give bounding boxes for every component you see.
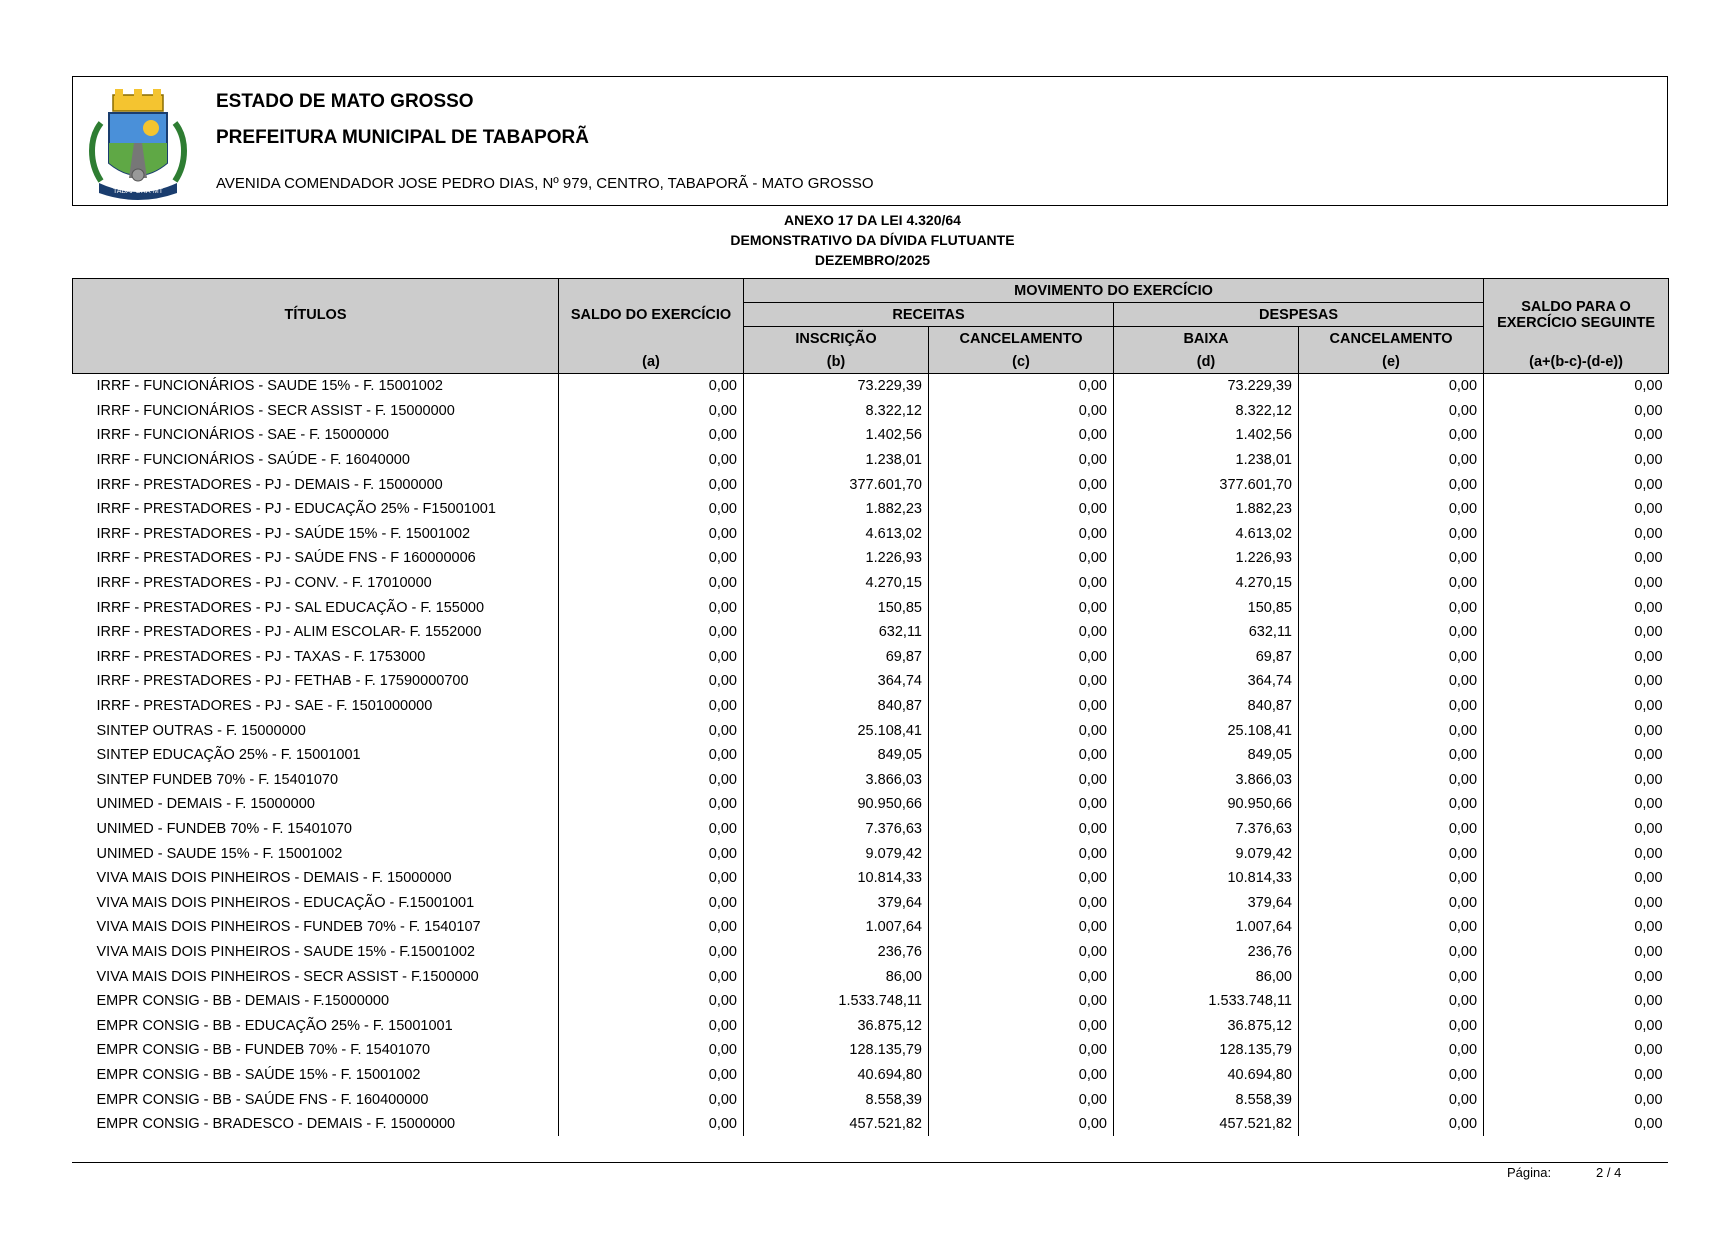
header-col-b: (b) (744, 350, 929, 374)
table-row (73, 546, 1669, 571)
cell-cancelamento-despesa: 0,00 (1299, 694, 1484, 719)
cell-cancelamento-despesa: 0,00 (1299, 399, 1484, 424)
cell-titulo: IRRF - FUNCIONÁRIOS - SAÚDE - F. 16040000 (73, 448, 559, 473)
cell-saldo-seguinte: 0,00 (1484, 866, 1669, 891)
cell-saldo-seguinte: 0,00 (1484, 694, 1669, 719)
table-row (73, 669, 1669, 694)
cell-inscricao: 128.135,79 (744, 1038, 929, 1063)
cell-cancelamento-receita: 0,00 (929, 841, 1114, 866)
report-law-title: ANEXO 17 DA LEI 4.320/64 (784, 212, 961, 228)
state-name: ESTADO DE MATO GROSSO (216, 91, 474, 112)
table-row (73, 472, 1669, 497)
cell-saldo-exercicio: 0,00 (559, 1112, 744, 1137)
cell-titulo: VIVA MAIS DOIS PINHEIROS - DEMAIS - F. 15000000 (73, 866, 559, 891)
cell-cancelamento-despesa: 0,00 (1299, 1038, 1484, 1063)
cell-inscricao: 377.601,70 (744, 472, 929, 497)
cell-titulo: EMPR CONSIG - BB - EDUCAÇÃO 25% - F. 15001001 (73, 1013, 559, 1038)
cell-titulo: SINTEP OUTRAS - F. 15000000 (73, 718, 559, 743)
cell-cancelamento-despesa: 0,00 (1299, 940, 1484, 965)
cell-saldo-seguinte: 0,00 (1484, 743, 1669, 768)
cell-titulo: IRRF - FUNCIONÁRIOS - SAUDE 15% - F. 15001002 (73, 374, 559, 399)
cell-cancelamento-despesa: 0,00 (1299, 423, 1484, 448)
header-col-d: (d) (1114, 350, 1299, 374)
cell-inscricao: 73.229,39 (744, 374, 929, 399)
cell-inscricao: 1.402,56 (744, 423, 929, 448)
cell-saldo-exercicio: 0,00 (559, 497, 744, 522)
cell-titulo: IRRF - PRESTADORES - PJ - FETHAB - F. 17590000700 (73, 669, 559, 694)
cell-inscricao: 840,87 (744, 694, 929, 719)
cell-cancelamento-despesa: 0,00 (1299, 472, 1484, 497)
cell-titulo: VIVA MAIS DOIS PINHEIROS - SECR ASSIST - F.1500000 (73, 964, 559, 989)
table-row (73, 817, 1669, 842)
cell-cancelamento-receita: 0,00 (929, 768, 1114, 793)
cell-cancelamento-despesa: 0,00 (1299, 571, 1484, 596)
cell-inscricao: 8.322,12 (744, 399, 929, 424)
document-header (72, 76, 1668, 206)
cell-baixa: 1.238,01 (1114, 448, 1299, 473)
table-row (73, 522, 1669, 547)
cell-saldo-seguinte: 0,00 (1484, 768, 1669, 793)
table-row (73, 915, 1669, 940)
cell-titulo: EMPR CONSIG - BB - SAÚDE FNS - F. 160400000 (73, 1087, 559, 1112)
header-inscricao: INSCRIÇÃO (744, 327, 929, 351)
cell-baixa: 40.694,80 (1114, 1063, 1299, 1088)
cell-baixa: 364,74 (1114, 669, 1299, 694)
cell-titulo: EMPR CONSIG - BB - SAÚDE 15% - F. 15001002 (73, 1063, 559, 1088)
cell-saldo-exercicio: 0,00 (559, 472, 744, 497)
cell-saldo-seguinte: 0,00 (1484, 374, 1669, 399)
cell-baixa: 90.950,66 (1114, 792, 1299, 817)
cell-saldo-exercicio: 0,00 (559, 792, 744, 817)
cell-inscricao: 1.226,93 (744, 546, 929, 571)
cell-saldo-exercicio: 0,00 (559, 1038, 744, 1063)
cell-saldo-seguinte: 0,00 (1484, 497, 1669, 522)
footer-divider (72, 1162, 1668, 1163)
cell-saldo-exercicio: 0,00 (559, 423, 744, 448)
cell-titulo: IRRF - FUNCIONÁRIOS - SECR ASSIST - F. 15000000 (73, 399, 559, 424)
prefecture-name: PREFEITURA MUNICIPAL DE TABAPORÃ (216, 127, 589, 148)
table-row (73, 743, 1669, 768)
cell-titulo: IRRF - PRESTADORES - PJ - SAL EDUCAÇÃO - F. 155000 (73, 595, 559, 620)
header-receitas: RECEITAS (744, 303, 1114, 327)
cell-saldo-exercicio: 0,00 (559, 1087, 744, 1112)
cell-inscricao: 40.694,80 (744, 1063, 929, 1088)
cell-saldo-seguinte: 0,00 (1484, 1112, 1669, 1137)
cell-cancelamento-despesa: 0,00 (1299, 841, 1484, 866)
cell-inscricao: 379,64 (744, 890, 929, 915)
cell-saldo-exercicio: 0,00 (559, 522, 744, 547)
cell-saldo-seguinte: 0,00 (1484, 718, 1669, 743)
cell-saldo-seguinte: 0,00 (1484, 669, 1669, 694)
cell-cancelamento-receita: 0,00 (929, 497, 1114, 522)
cell-baixa: 25.108,41 (1114, 718, 1299, 743)
cell-cancelamento-receita: 0,00 (929, 1112, 1114, 1137)
cell-cancelamento-despesa: 0,00 (1299, 1087, 1484, 1112)
header-cancelamento-c: CANCELAMENTO (929, 327, 1114, 351)
header-baixa: BAIXA (1114, 327, 1299, 351)
cell-cancelamento-receita: 0,00 (929, 571, 1114, 596)
cell-baixa: 4.270,15 (1114, 571, 1299, 596)
table-row (73, 1038, 1669, 1063)
table-row (73, 1063, 1669, 1088)
cell-saldo-seguinte: 0,00 (1484, 1087, 1669, 1112)
cell-saldo-seguinte: 0,00 (1484, 522, 1669, 547)
page-number: 2 / 4 (1596, 1165, 1622, 1180)
cell-baixa: 9.079,42 (1114, 841, 1299, 866)
cell-saldo-seguinte: 0,00 (1484, 841, 1669, 866)
cell-titulo: EMPR CONSIG - BB - FUNDEB 70% - F. 15401070 (73, 1038, 559, 1063)
table-row (73, 890, 1669, 915)
cell-saldo-exercicio: 0,00 (559, 595, 744, 620)
cell-saldo-seguinte: 0,00 (1484, 989, 1669, 1014)
cell-baixa: 849,05 (1114, 743, 1299, 768)
cell-baixa: 1.533.748,11 (1114, 989, 1299, 1014)
table-row (73, 497, 1669, 522)
cell-saldo-seguinte: 0,00 (1484, 571, 1669, 596)
cell-saldo-exercicio: 0,00 (559, 1013, 744, 1038)
cell-titulo: IRRF - PRESTADORES - PJ - EDUCAÇÃO 25% - F15001001 (73, 497, 559, 522)
cell-saldo-seguinte: 0,00 (1484, 472, 1669, 497)
cell-baixa: 7.376,63 (1114, 817, 1299, 842)
cell-cancelamento-despesa: 0,00 (1299, 1013, 1484, 1038)
cell-inscricao: 36.875,12 (744, 1013, 929, 1038)
cell-cancelamento-despesa: 0,00 (1299, 890, 1484, 915)
cell-baixa: 128.135,79 (1114, 1038, 1299, 1063)
cell-inscricao: 4.270,15 (744, 571, 929, 596)
cell-inscricao: 86,00 (744, 964, 929, 989)
cell-titulo: UNIMED - SAUDE 15% - F. 15001002 (73, 841, 559, 866)
cell-titulo: IRRF - PRESTADORES - PJ - TAXAS - F. 1753000 (73, 645, 559, 670)
table-row (73, 940, 1669, 965)
cell-saldo-exercicio: 0,00 (559, 374, 744, 399)
table-row (73, 989, 1669, 1014)
cell-saldo-exercicio: 0,00 (559, 571, 744, 596)
cell-cancelamento-receita: 0,00 (929, 1013, 1114, 1038)
cell-cancelamento-receita: 0,00 (929, 522, 1114, 547)
cell-titulo: SINTEP EDUCAÇÃO 25% - F. 15001001 (73, 743, 559, 768)
cell-baixa: 8.558,39 (1114, 1087, 1299, 1112)
cell-baixa: 3.866,03 (1114, 768, 1299, 793)
cell-saldo-seguinte: 0,00 (1484, 1038, 1669, 1063)
header-movimento: MOVIMENTO DO EXERCÍCIO (744, 279, 1484, 303)
cell-saldo-exercicio: 0,00 (559, 669, 744, 694)
cell-cancelamento-receita: 0,00 (929, 448, 1114, 473)
cell-saldo-seguinte: 0,00 (1484, 620, 1669, 645)
cell-baixa: 69,87 (1114, 645, 1299, 670)
cell-saldo-seguinte: 0,00 (1484, 890, 1669, 915)
cell-titulo: IRRF - PRESTADORES - PJ - SAÚDE FNS - F 160000006 (73, 546, 559, 571)
cell-saldo-seguinte: 0,00 (1484, 940, 1669, 965)
cell-inscricao: 1.882,23 (744, 497, 929, 522)
cell-titulo: UNIMED - FUNDEB 70% - F. 15401070 (73, 817, 559, 842)
cell-saldo-seguinte: 0,00 (1484, 1063, 1669, 1088)
cell-saldo-seguinte: 0,00 (1484, 964, 1669, 989)
cell-inscricao: 9.079,42 (744, 841, 929, 866)
cell-saldo-exercicio: 0,00 (559, 890, 744, 915)
cell-cancelamento-receita: 0,00 (929, 890, 1114, 915)
cell-saldo-exercicio: 0,00 (559, 915, 744, 940)
header-col-f: (a+(b-c)-(d-e)) (1484, 350, 1669, 374)
cell-baixa: 150,85 (1114, 595, 1299, 620)
cell-cancelamento-despesa: 0,00 (1299, 768, 1484, 793)
cell-inscricao: 1.007,64 (744, 915, 929, 940)
cell-cancelamento-despesa: 0,00 (1299, 645, 1484, 670)
cell-saldo-exercicio: 0,00 (559, 989, 744, 1014)
cell-saldo-seguinte: 0,00 (1484, 1013, 1669, 1038)
cell-titulo: EMPR CONSIG - BRADESCO - DEMAIS - F. 15000000 (73, 1112, 559, 1137)
municipal-crest-icon (79, 83, 197, 201)
cell-cancelamento-receita: 0,00 (929, 718, 1114, 743)
svg-text:TABAPORÃ-MT: TABAPORÃ-MT (112, 188, 164, 195)
cell-cancelamento-receita: 0,00 (929, 866, 1114, 891)
cell-saldo-exercicio: 0,00 (559, 940, 744, 965)
cell-saldo-seguinte: 0,00 (1484, 792, 1669, 817)
table-row (73, 399, 1669, 424)
table-row (73, 1087, 1669, 1112)
floating-debt-table (72, 278, 1669, 1136)
cell-saldo-seguinte: 0,00 (1484, 817, 1669, 842)
cell-baixa: 36.875,12 (1114, 1013, 1299, 1038)
cell-cancelamento-receita: 0,00 (929, 1087, 1114, 1112)
cell-cancelamento-receita: 0,00 (929, 817, 1114, 842)
header-titulos: TÍTULOS (73, 279, 559, 351)
cell-saldo-exercicio: 0,00 (559, 718, 744, 743)
prefecture-address: AVENIDA COMENDADOR JOSE PEDRO DIAS, Nº 979, CENTRO, TABAPORÃ - MATO GROSSO (216, 175, 874, 192)
cell-cancelamento-despesa: 0,00 (1299, 522, 1484, 547)
table-row (73, 595, 1669, 620)
cell-titulo: EMPR CONSIG - BB - DEMAIS - F.15000000 (73, 989, 559, 1014)
cell-saldo-exercicio: 0,00 (559, 399, 744, 424)
cell-saldo-exercicio: 0,00 (559, 964, 744, 989)
header-cancelamento-e: CANCELAMENTO (1299, 327, 1484, 351)
cell-cancelamento-despesa: 0,00 (1299, 620, 1484, 645)
table-row (73, 841, 1669, 866)
cell-titulo: SINTEP FUNDEB 70% - F. 15401070 (73, 768, 559, 793)
cell-cancelamento-receita: 0,00 (929, 472, 1114, 497)
cell-baixa: 457.521,82 (1114, 1112, 1299, 1137)
cell-cancelamento-despesa: 0,00 (1299, 817, 1484, 842)
cell-cancelamento-despesa: 0,00 (1299, 448, 1484, 473)
table-body (73, 374, 1669, 1137)
header-col-c: (c) (929, 350, 1114, 374)
cell-cancelamento-receita: 0,00 (929, 940, 1114, 965)
cell-saldo-seguinte: 0,00 (1484, 595, 1669, 620)
cell-titulo: IRRF - PRESTADORES - PJ - ALIM ESCOLAR- F. 1552000 (73, 620, 559, 645)
cell-baixa: 379,64 (1114, 890, 1299, 915)
cell-cancelamento-receita: 0,00 (929, 546, 1114, 571)
table-row (73, 694, 1669, 719)
table-row (73, 768, 1669, 793)
cell-saldo-exercicio: 0,00 (559, 620, 744, 645)
cell-inscricao: 457.521,82 (744, 1112, 929, 1137)
cell-cancelamento-despesa: 0,00 (1299, 964, 1484, 989)
header-col-a: (a) (559, 350, 744, 374)
cell-cancelamento-receita: 0,00 (929, 595, 1114, 620)
header-saldo-seguinte-line1: SALDO PARA O (1521, 298, 1631, 315)
cell-cancelamento-despesa: 0,00 (1299, 989, 1484, 1014)
report-titles (0, 210, 1725, 270)
cell-saldo-exercicio: 0,00 (559, 817, 744, 842)
cell-baixa: 236,76 (1114, 940, 1299, 965)
cell-cancelamento-despesa: 0,00 (1299, 669, 1484, 694)
cell-inscricao: 69,87 (744, 645, 929, 670)
cell-saldo-seguinte: 0,00 (1484, 645, 1669, 670)
cell-cancelamento-despesa: 0,00 (1299, 718, 1484, 743)
cell-cancelamento-receita: 0,00 (929, 964, 1114, 989)
cell-titulo: IRRF - PRESTADORES - PJ - CONV. - F. 17010000 (73, 571, 559, 596)
cell-cancelamento-receita: 0,00 (929, 669, 1114, 694)
cell-saldo-exercicio: 0,00 (559, 645, 744, 670)
cell-baixa: 1.007,64 (1114, 915, 1299, 940)
cell-cancelamento-receita: 0,00 (929, 743, 1114, 768)
cell-cancelamento-despesa: 0,00 (1299, 743, 1484, 768)
cell-saldo-exercicio: 0,00 (559, 841, 744, 866)
cell-inscricao: 8.558,39 (744, 1087, 929, 1112)
cell-baixa: 1.226,93 (1114, 546, 1299, 571)
header-saldo-seguinte-line2: EXERCÍCIO SEGUINTE (1497, 314, 1655, 331)
table-row (73, 620, 1669, 645)
cell-inscricao: 632,11 (744, 620, 929, 645)
cell-titulo: VIVA MAIS DOIS PINHEIROS - SAUDE 15% - F.15001002 (73, 940, 559, 965)
cell-baixa: 632,11 (1114, 620, 1299, 645)
cell-cancelamento-despesa: 0,00 (1299, 595, 1484, 620)
table-row (73, 718, 1669, 743)
cell-inscricao: 25.108,41 (744, 718, 929, 743)
cell-saldo-exercicio: 0,00 (559, 1063, 744, 1088)
cell-cancelamento-despesa: 0,00 (1299, 546, 1484, 571)
cell-saldo-seguinte: 0,00 (1484, 399, 1669, 424)
cell-cancelamento-receita: 0,00 (929, 915, 1114, 940)
cell-inscricao: 3.866,03 (744, 768, 929, 793)
cell-baixa: 840,87 (1114, 694, 1299, 719)
cell-titulo: UNIMED - DEMAIS - F. 15000000 (73, 792, 559, 817)
cell-baixa: 10.814,33 (1114, 866, 1299, 891)
cell-inscricao: 1.533.748,11 (744, 989, 929, 1014)
report-name-title: DEMONSTRATIVO DA DÍVIDA FLUTUANTE (730, 232, 1015, 248)
cell-cancelamento-receita: 0,00 (929, 620, 1114, 645)
cell-saldo-exercicio: 0,00 (559, 866, 744, 891)
cell-titulo: IRRF - PRESTADORES - PJ - SAE - F. 1501000000 (73, 694, 559, 719)
table-row (73, 1013, 1669, 1038)
cell-saldo-seguinte: 0,00 (1484, 546, 1669, 571)
cell-titulo: VIVA MAIS DOIS PINHEIROS - EDUCAÇÃO - F.15001001 (73, 890, 559, 915)
table-row (73, 866, 1669, 891)
cell-saldo-exercicio: 0,00 (559, 768, 744, 793)
cell-baixa: 1.882,23 (1114, 497, 1299, 522)
cell-saldo-exercicio: 0,00 (559, 546, 744, 571)
cell-saldo-seguinte: 0,00 (1484, 448, 1669, 473)
cell-cancelamento-despesa: 0,00 (1299, 866, 1484, 891)
header-col-e: (e) (1299, 350, 1484, 374)
table-row (73, 964, 1669, 989)
cell-cancelamento-receita: 0,00 (929, 1063, 1114, 1088)
table-row (73, 374, 1669, 399)
cell-inscricao: 364,74 (744, 669, 929, 694)
cell-saldo-exercicio: 0,00 (559, 743, 744, 768)
cell-baixa: 73.229,39 (1114, 374, 1299, 399)
cell-inscricao: 150,85 (744, 595, 929, 620)
cell-saldo-seguinte: 0,00 (1484, 915, 1669, 940)
cell-titulo: VIVA MAIS DOIS PINHEIROS - FUNDEB 70% - F. 1540107 (73, 915, 559, 940)
table-row (73, 448, 1669, 473)
cell-baixa: 1.402,56 (1114, 423, 1299, 448)
header-despesas: DESPESAS (1114, 303, 1484, 327)
cell-cancelamento-despesa: 0,00 (1299, 374, 1484, 399)
cell-baixa: 8.322,12 (1114, 399, 1299, 424)
cell-cancelamento-receita: 0,00 (929, 374, 1114, 399)
table-row (73, 423, 1669, 448)
cell-titulo: IRRF - PRESTADORES - PJ - SAÚDE 15% - F. 15001002 (73, 522, 559, 547)
header-saldo-seguinte (1484, 279, 1669, 351)
cell-cancelamento-despesa: 0,00 (1299, 1112, 1484, 1137)
cell-cancelamento-receita: 0,00 (929, 1038, 1114, 1063)
table-row (73, 792, 1669, 817)
cell-titulo: IRRF - FUNCIONÁRIOS - SAE - F. 15000000 (73, 423, 559, 448)
cell-inscricao: 7.376,63 (744, 817, 929, 842)
table-row (73, 1112, 1669, 1137)
cell-saldo-seguinte: 0,00 (1484, 423, 1669, 448)
cell-cancelamento-receita: 0,00 (929, 792, 1114, 817)
cell-cancelamento-receita: 0,00 (929, 423, 1114, 448)
page-label: Página: (1507, 1165, 1552, 1180)
cell-inscricao: 849,05 (744, 743, 929, 768)
cell-cancelamento-despesa: 0,00 (1299, 497, 1484, 522)
report-period-title: DEZEMBRO/2025 (814, 252, 931, 268)
cell-cancelamento-despesa: 0,00 (1299, 1063, 1484, 1088)
cell-cancelamento-receita: 0,00 (929, 694, 1114, 719)
cell-inscricao: 4.613,02 (744, 522, 929, 547)
cell-cancelamento-receita: 0,00 (929, 989, 1114, 1014)
cell-inscricao: 1.238,01 (744, 448, 929, 473)
table-row (73, 645, 1669, 670)
cell-inscricao: 236,76 (744, 940, 929, 965)
cell-baixa: 377.601,70 (1114, 472, 1299, 497)
cell-cancelamento-receita: 0,00 (929, 399, 1114, 424)
cell-inscricao: 90.950,66 (744, 792, 929, 817)
cell-baixa: 86,00 (1114, 964, 1299, 989)
header-col-titulos-blank (73, 350, 559, 374)
header-saldo-exercicio: SALDO DO EXERCÍCIO (559, 279, 744, 351)
cell-saldo-exercicio: 0,00 (559, 694, 744, 719)
table-row (73, 571, 1669, 596)
cell-cancelamento-despesa: 0,00 (1299, 915, 1484, 940)
floating-debt-table-container (72, 278, 1668, 1136)
cell-saldo-exercicio: 0,00 (559, 448, 744, 473)
cell-cancelamento-despesa: 0,00 (1299, 792, 1484, 817)
cell-titulo: IRRF - PRESTADORES - PJ - DEMAIS - F. 15000000 (73, 472, 559, 497)
cell-baixa: 4.613,02 (1114, 522, 1299, 547)
cell-inscricao: 10.814,33 (744, 866, 929, 891)
cell-cancelamento-receita: 0,00 (929, 645, 1114, 670)
